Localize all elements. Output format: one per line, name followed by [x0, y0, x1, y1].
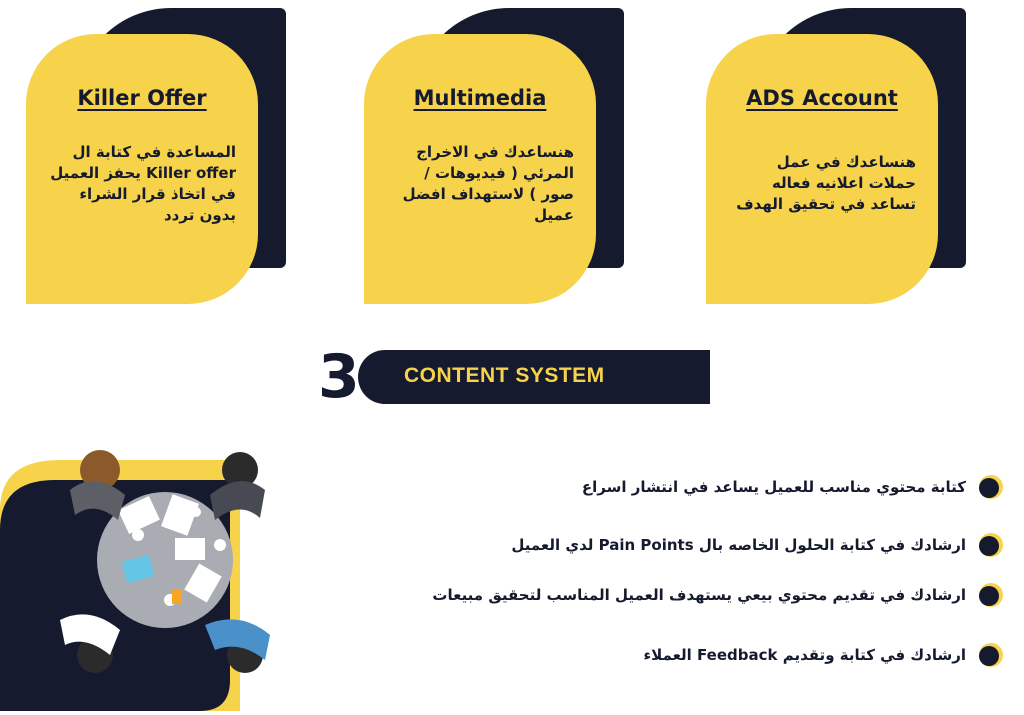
list-item-text: ارشادك في كتابة الحلول الخاصه بال Pain Points لدي العميل [511, 536, 966, 554]
card-panel [364, 34, 596, 304]
card-panel [706, 34, 938, 304]
half-moon-bullet-icon [978, 582, 1004, 608]
card-body: هنساعدك في عمل حملات اعلانيه فعاله تساعد في تحقيق الهدف [736, 153, 916, 213]
list-item-text: كتابة محتوي مناسب للعميل يساعد في انتشار اسراع [581, 478, 966, 496]
card-body: هنساعدك في الاخراج المرئي ( فيديوهات / صور ) لاستهداف افضل عميل [402, 143, 574, 224]
list-item-text: ارشادك في كتابة وتقديم Feedback العملاء [643, 646, 966, 664]
card-ads-account [706, 8, 966, 308]
half-moon-bullet-icon [978, 642, 1004, 668]
half-moon-bullet-icon [978, 474, 1004, 500]
half-moon-bullet-icon [978, 532, 1004, 558]
card-title: ADS Account [746, 86, 898, 110]
list-item [511, 530, 1004, 560]
list-item [432, 580, 1004, 610]
list-item [643, 640, 1004, 670]
section-title-bar [358, 350, 710, 404]
card-panel [26, 34, 258, 304]
card-killer-offer [26, 8, 286, 308]
section-number: 3 [318, 342, 360, 412]
card-title: Killer Offer [77, 86, 207, 110]
card-multimedia [364, 8, 624, 308]
section-header [318, 342, 710, 412]
card-title: Multimedia [413, 86, 547, 110]
section-title: CONTENT SYSTEM [404, 364, 605, 387]
list-item-text: ارشادك في تقديم محتوي بيعي يستهدف العميل المناسب لتحقيق مبيعات [432, 586, 966, 604]
list-item [582, 472, 1004, 502]
meeting-table-icon [0, 440, 300, 711]
card-body: المساعدة في كتابة ال Killer offer يحفز العميل في اتخاذ قرار الشراء بدون تردد [50, 143, 236, 224]
meeting-illustration [0, 440, 300, 711]
